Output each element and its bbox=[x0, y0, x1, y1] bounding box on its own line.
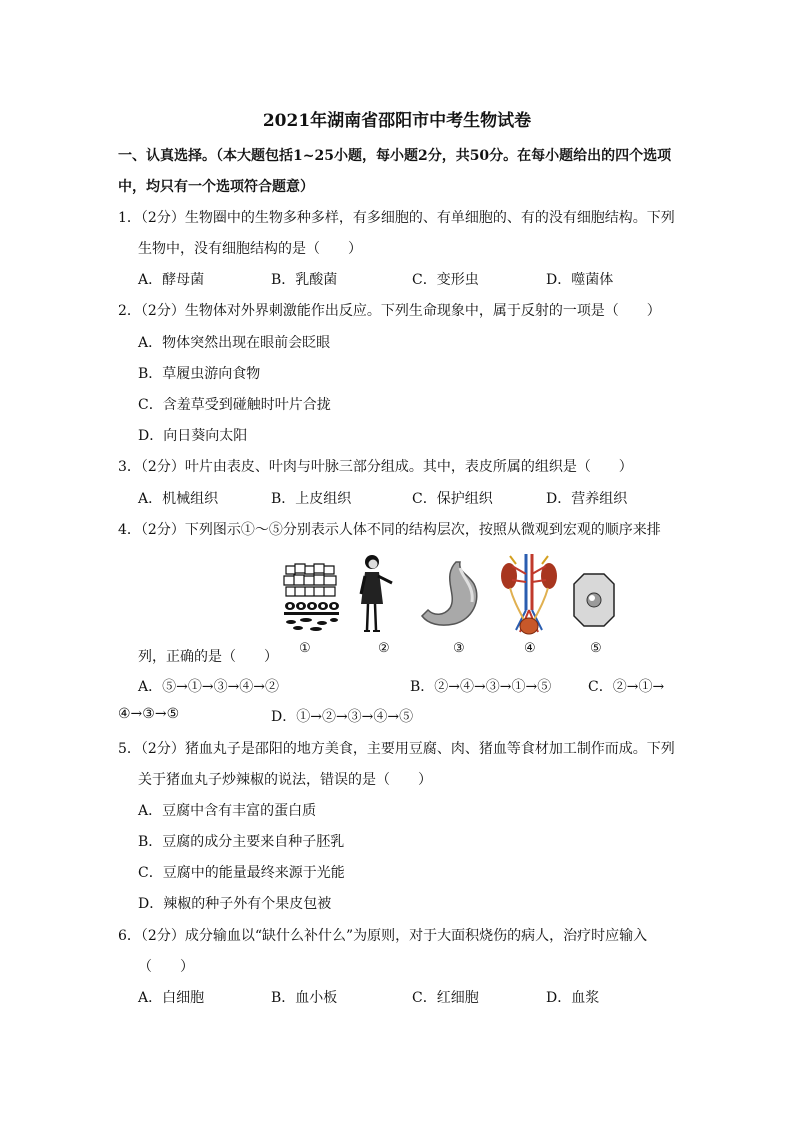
q3-option-c: C．保护组织 bbox=[412, 491, 493, 507]
figure-label-4: ④ bbox=[524, 641, 536, 656]
stomach-figure bbox=[418, 560, 484, 632]
cell-figure bbox=[572, 572, 616, 628]
q5-option-b: B．豆腐的成分主要来自种子胚乳 bbox=[138, 834, 345, 850]
q1-option-d: D．噬菌体 bbox=[546, 272, 614, 288]
q6-option-b: B．血小板 bbox=[271, 990, 338, 1006]
q4-option-c: C．②→①→ bbox=[588, 679, 665, 695]
q4-option-a: A．⑤→①→③→④→② bbox=[138, 679, 280, 695]
q4-option-d: D．①→②→③→④→⑤ bbox=[271, 709, 414, 725]
q4-stem: 4．（2分）下列图示①～⑤分别表示人体不同的结构层次，按照从微观到宏观的顺序来排 bbox=[118, 522, 661, 538]
q5-option-a: A．豆腐中含有丰富的蛋白质 bbox=[138, 803, 317, 819]
q3-option-d: D．营养组织 bbox=[546, 491, 628, 507]
q4-option-b: B．②→④→③→①→⑤ bbox=[410, 679, 552, 695]
section-heading-line2: 中，均只有一个选项符合题意） bbox=[118, 179, 314, 195]
q1-option-c: C．变形虫 bbox=[412, 272, 479, 288]
q3-option-b: B．上皮组织 bbox=[271, 491, 352, 507]
tissue-figure bbox=[282, 560, 342, 632]
q5-option-c: C．豆腐中的能量最终来源于光能 bbox=[138, 865, 345, 881]
q1-stem-cont: 生物中，没有细胞结构的是（ ） bbox=[138, 241, 362, 257]
page-title: 2021年湖南省邵阳市中考生物试卷 bbox=[262, 111, 532, 131]
q3-stem: 3．（2分）叶片由表皮、叶肉与叶脉三部分组成。其中，表皮所属的组织是（ ） bbox=[118, 459, 633, 475]
q6-option-d: D．血浆 bbox=[546, 990, 600, 1006]
figure-label-3: ③ bbox=[453, 641, 465, 656]
figure-label-5: ⑤ bbox=[590, 641, 602, 656]
q2-option-b: B．草履虫游向食物 bbox=[138, 366, 261, 382]
q1-stem: 1．（2分）生物圈中的生物多种多样，有多细胞的、有单细胞的、有的没有细胞结构。下列 bbox=[118, 210, 675, 226]
section-heading-line1: 一、认真选择。（本大题包括1~25小题，每小题2分，共50分。在每小题给出的四个选项 bbox=[118, 148, 672, 164]
q2-option-c: C．含羞草受到碰触时叶片合拢 bbox=[138, 397, 331, 413]
q1-option-a: A．酵母菌 bbox=[138, 272, 205, 288]
q3-option-a: A．机械组织 bbox=[138, 491, 219, 507]
q2-stem: 2．（2分）生物体对外界刺激能作出反应。下列生命现象中，属于反射的一项是（ ） bbox=[118, 303, 661, 319]
q6-option-c: C．红细胞 bbox=[412, 990, 479, 1006]
q4-option-c-cont: ④→③→⑤ bbox=[118, 706, 180, 722]
q5-option-d: D．辣椒的种子外有个果皮包被 bbox=[138, 896, 332, 912]
q2-option-a: A．物体突然出现在眼前会眨眼 bbox=[138, 335, 331, 351]
q5-stem-cont: 关于猪血丸子炒辣椒的说法，错误的是（ ） bbox=[138, 772, 432, 788]
q4-stem-cont: 列，正确的是（ ） bbox=[138, 649, 278, 665]
q6-stem-cont: （ ） bbox=[138, 959, 194, 975]
urinary-system-figure bbox=[498, 552, 560, 638]
q5-stem: 5．（2分）猪血丸子是邵阳的地方美食，主要用豆腐、肉、猪血等食材加工制作而成。下列 bbox=[118, 741, 675, 757]
person-figure bbox=[358, 552, 398, 634]
figure-label-2: ② bbox=[378, 641, 390, 656]
q2-option-d: D．向日葵向太阳 bbox=[138, 428, 248, 444]
q6-stem: 6．（2分）成分输血以“缺什么补什么”为原则，对于大面积烧伤的病人，治疗时应输入 bbox=[118, 928, 648, 944]
figure-label-1: ① bbox=[299, 641, 311, 656]
q6-option-a: A．白细胞 bbox=[138, 990, 205, 1006]
q1-option-b: B．乳酸菌 bbox=[271, 272, 338, 288]
